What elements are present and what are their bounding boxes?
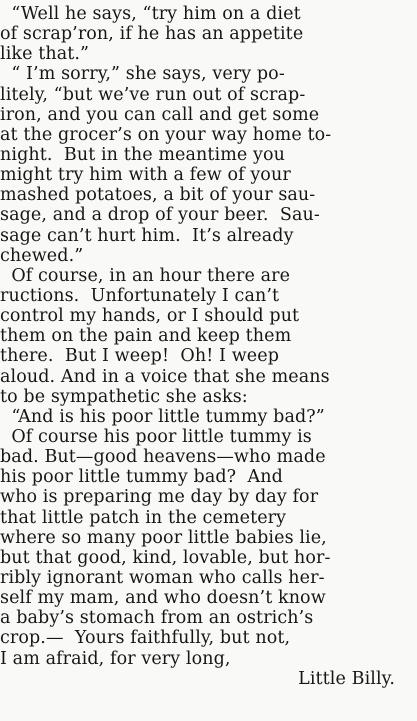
article-line: iron, and you can call and get some (0, 104, 320, 125)
article-line: there. But I weep! Oh! I weep (0, 346, 280, 367)
article-line: ribly ignorant woman who calls her- (0, 567, 325, 588)
article-line: Of course his poor little tummy is (0, 426, 312, 447)
article-line: that little patch in the cemetery (0, 507, 287, 528)
article-line: night. But in the meantime you (0, 144, 286, 165)
article-line: crop.— Yours faithfully, but not, (0, 628, 291, 649)
article-line: chewed.” (0, 245, 84, 266)
article-line: them on the pain and keep them (0, 326, 292, 347)
article-line: control my hands, or I should put (0, 306, 300, 327)
article-line: self my mam, and who doesn’t know (0, 588, 326, 609)
article-line: bad. But—good heavens—who made (0, 447, 326, 468)
article-line: might try him with a few of your (0, 165, 291, 186)
article-line: like that.” (0, 44, 90, 65)
signature-line: Little Billy. (298, 668, 395, 689)
article-line: to be sympathetic she asks: (0, 386, 248, 407)
article-line: of scrap’ron, if he has an appetite (0, 24, 304, 45)
article-line: “ I’m sorry,” she says, very po- (0, 64, 285, 85)
article-line: but that good, kind, lovable, but hor- (0, 547, 331, 568)
article-line: litely, “but we’ve run out of scrap- (0, 84, 306, 105)
article-line: a baby’s stomach from an ostrich’s (0, 608, 314, 629)
article-line: ructions. Unfortunately I can’t (0, 285, 280, 306)
article-line: sage can’t hurt him. It’s already (0, 225, 294, 246)
article-line: Of course, in an hour there are (0, 265, 291, 286)
article-line: at the grocer’s on your way home to- (0, 124, 332, 145)
article-line: his poor little tummy bad? And (0, 467, 283, 488)
article-line: who is preparing me day by day for (0, 487, 319, 508)
article-line: mashed potatoes, a bit of your sau- (0, 185, 316, 206)
article-line: “Well he says, “try him on a diet (0, 4, 301, 24)
article-line: “And is his poor little tummy bad?” (0, 406, 325, 427)
article-column (0, 4, 417, 689)
article-line: where so many poor little babies lie, (0, 527, 327, 548)
article-line: sage, and a drop of your beer. Sau- (0, 205, 320, 226)
article-line: I am afraid, for very long, (0, 648, 231, 669)
article-line: aloud. And in a voice that she means (0, 366, 330, 387)
